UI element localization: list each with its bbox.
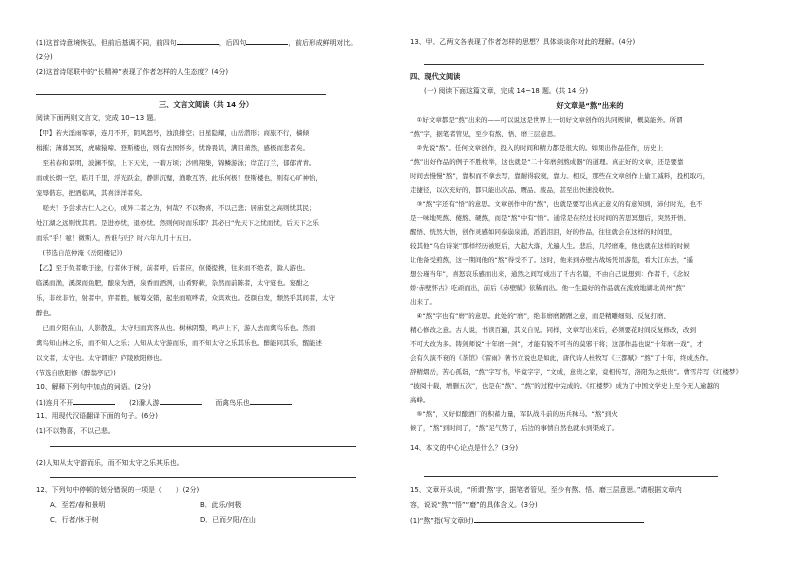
answer-line[interactable] <box>424 64 704 65</box>
article-line: “披阅十载，增删五次”，也是在“熬”、“熬”的过程中完成的。《红楼梦》成为了中国文学史上至今无人逾越的 <box>410 382 720 390</box>
article-line: 让他备受煎熬，这一期间他的“熬”得受不了。这时，他来到赤壁古战场凭吊游览，看大江东去，“遥 <box>410 256 694 264</box>
answer-line[interactable] <box>424 476 718 477</box>
article-line: ④“熬”字也有“磨”的意思。此处的“磨”，绝非磨磨蹭蹭之意，而是精雕细刻、反复打磨、 <box>410 312 671 320</box>
question-11-2: (2)人知从太守游而乐，而不知太守之乐其乐也。 <box>36 459 184 467</box>
option-c[interactable]: C．行者/休于树 <box>50 516 99 524</box>
passage-b-source: (节选自欧阳修《醉翁亭记》) <box>36 369 116 377</box>
section-3-title: 三、文言文阅读（共 14 分） <box>158 100 254 109</box>
answer-blank[interactable] <box>160 398 202 405</box>
article-line: 高峰。 <box>410 396 430 404</box>
passage-b-line: 禽鸟知山林之乐，而不知人之乐；人知从太守游而乐，而不知太守之乐其乐也。醉能同其乐，醒能述 <box>36 339 322 347</box>
answer-blank[interactable] <box>177 38 219 45</box>
question-11: 11、用现代汉语翻译下面的句子。(6分) <box>36 412 158 420</box>
question-11-1: (1)不以物喜，不以己悲。 <box>36 427 115 435</box>
article-line: 时间去慢慢“熬”，靠积而不拿去写，靠耐得寂寞，靠力。相反，那些在文章创作上偷工减料，投机取巧， <box>410 172 710 180</box>
answer-line[interactable] <box>50 477 356 478</box>
section-3-intro: 阅读下面两则文言文，完成 10~13 题。 <box>36 114 161 122</box>
passage-a-line: 而或长烟一空，皓月千里，浮光跃金，静影沉璧，渔歌互答，此乐何极！登斯楼也，则有心旷神怡， <box>36 174 322 182</box>
passage-b-line: 【乙】至于负者歌于途，行者休于树，前者呼，后者应，伛偻提携，往来而不绝者，滁人游也。 <box>36 264 309 272</box>
article-line: “熬”字，据笔者管见，至少有熬、悟、磨三层意思。 <box>410 130 560 138</box>
passage-a-line: 嗟夫！予尝求古仁人之心，或异二者之为，何哉？不以物喜，不以己悲；居庙堂之高则忧其民； <box>36 204 316 212</box>
answer-line[interactable] <box>36 94 326 95</box>
article-line: ②先说“熬”。任何文章创作，投入的时间和精力都是很大的。如果出作品佳作，历史上 <box>410 144 664 152</box>
section-4-title: 四、现代文阅读 <box>410 72 461 81</box>
passage-b-line: 临溪而渔，溪深而鱼肥，酿泉为酒，泉香而酒洌，山肴野蔌，杂然而前陈者，太守宴也。宴酣之 <box>36 279 309 287</box>
passage-a-line: 宠辱偕忘，把酒临风，其喜洋洋者矣。 <box>36 189 147 197</box>
answer-blank[interactable] <box>246 38 288 45</box>
question-9-2: (2)这首诗尾联中的“长精神”表现了作者怎样的人生态度？(4分) <box>36 68 229 76</box>
passage-a-line: 而乐”乎！噫！微斯人，吾谁与归？时六年九月十五日。 <box>36 234 196 242</box>
passage-b-line: 已而夕阳在山，人影散乱，太守归而宾客从也。树林阴翳，鸣声上下，游人去而禽鸟乐也。然而 <box>36 324 316 332</box>
question-15-line2: 容，说说“熬”“悟”“磨”的具体含义。(3分) <box>410 501 538 509</box>
question-14: 14、本文的中心论点是什么？(3分) <box>410 444 519 452</box>
option-b[interactable]: B．此乐/何极 <box>200 501 242 509</box>
question-15-1: (1)“熬”指(写文章时) <box>410 516 644 526</box>
article-line: ⑤“熬”，又好似酿酒厂的积蓄力量，军队战斗前的历兵秣马。“熬”到火 <box>410 410 618 418</box>
article-line: “熬”出好作品的例子不胜枚举，这也就是“二十年磨剑熬成器”的道理。真正好的文章，还是要靠 <box>410 158 684 166</box>
answer-blank[interactable] <box>250 398 292 405</box>
passage-a-line: 【甲】若夫淫雨霏霏，连月不开，阴风怒号，浊浪排空；日星隐耀，山岳潜形；商旅不行，樯倾 <box>36 129 309 137</box>
option-a[interactable]: A．至若/春和景明 <box>50 501 106 509</box>
article-line: 娇·赤壁怀古》吃顽而出，前后《赤壁赋》依稀而出。他一生最好的作品就在流放地湖北黄州“熬” <box>410 284 686 292</box>
section-4-subtitle: (一) 阅读下面这篇文章，完成 14~18 题。(共 14 分) <box>424 87 589 95</box>
question-12: 12、下列句中停顿的划分错误的一项是（ ）(2分) <box>36 486 200 494</box>
passage-a-line: 处江湖之远则忧其君。是进亦忧，退亦忧。然则何时而乐耶？其必曰“先天下之忧而忧，后天下之乐 <box>36 219 319 227</box>
article-title: 好文章是“熬”出来的 <box>556 101 624 110</box>
answer-line[interactable] <box>50 446 356 447</box>
article-line: 出来了。 <box>410 298 436 306</box>
article-line: 是一味地死熬、傻熬、硬熬，而是“熬”中有“悟”。通常是在经过长时间的苦思冥想后，突然开悟、 <box>410 214 690 222</box>
passage-b-line: 以文者，太守也。太守谓谁？庐陵欧阳修也。 <box>36 354 166 362</box>
passage-a-line: 至若春和景明，波澜不惊，上下天光，一碧万顷；沙鸥翔集，锦鳞游泳；岸芷汀兰，郁郁青青。 <box>36 159 316 167</box>
article-line: ③“熬”字还有“悟”的意思。文章创作中的“熬”，也就是要写出真正意义的有意知到，沛付时光，也不 <box>410 200 703 208</box>
answer-blank[interactable] <box>73 398 115 405</box>
question-12-options-row1 <box>50 501 350 510</box>
question-9-1-score: (2分) <box>36 53 53 61</box>
passage-b-line: 醉也。 <box>36 309 56 317</box>
passage-a-source: (节选自范仲淹《岳阳楼记》) <box>36 249 123 257</box>
article-line: 想公瑾当年”，喜怒哀乐感而出来，通然之间写成出了千古名篇，不由自己说想到：作者千，《念奴 <box>410 270 690 278</box>
passage-a-line: 楫摧；薄暮冥冥，虎啸猿啼。登斯楼也，则有去国怀乡，忧谗畏讥，满目萧然，感极而悲者矣。 <box>36 144 309 152</box>
article-line: 不可大改为多。铸剑师说“十年磨一剑”，才能有锐不可当的莫邪干将；这部作品也说“十年磨一戏”，才 <box>410 340 703 348</box>
article-line: 会有久演不衰的《茶馆》《雷雨》著书立说也是如此，唐代诗人杜牧写《三都赋》“熬”了十年，终成杰作。 <box>410 354 713 362</box>
article-line: 较其他“乌台诗案”那样经历被贬后，大起大落，尤遍人生。悲后，几经磨难，他也就在这样的时候 <box>410 242 690 250</box>
question-13: 13、甲、乙两文各表现了作者怎样的思想？具体谈谈你对此的理解。(4分) <box>410 38 636 46</box>
article-line: ①好文章都是“熬”出来的——可以说这是世界上一切好文章创作的共同规律，概莫能外。所谓 <box>410 116 683 124</box>
question-10-items: (1)连月不开 (2)滁人游 而禽鸟乐也 <box>36 398 292 408</box>
question-15-line1: 15、文章开头说，“所谓‘熬’字，据笔者管见，至少有熬、悟、磨三层意思。”请根据文章内 <box>410 486 682 494</box>
article-line: 醒悟、恍然大悟，创作灵感如同泰崩泉涌，滔滔泪泪，好的作品，往往就会在这样的时间里， <box>410 228 677 236</box>
answer-blank[interactable] <box>474 516 644 523</box>
article-line: 精心修改之意。古人说，书读百遍，其义自见。同样，文章写出来后，必须要花时间反复修改，改到 <box>410 326 696 334</box>
article-line: 走捷径，以次充好的，都只能出次品、赝品、废品，甚至出快速没收快。 <box>410 186 618 194</box>
question-12-options-row2 <box>50 516 350 525</box>
article-line: 辞精熠岳，苦心孤诣，“熬”字写书，毕竟字宇，“文成，意贵之家，竟相传写，洛阳为之纸贵”。曹雪芹写《红楼梦》 <box>410 368 742 376</box>
article-line: 候了，“熬”到时间了，“熬”足气势了，后边的事情自然也就水到渠成了。 <box>410 424 619 432</box>
question-9-1: (1)这首诗意境恢弘，但前后基调不同，前四句 ，后四句 ，前后形成鲜明对比。 <box>36 39 358 47</box>
question-10: 10、解释下列句中加点的词语。(2分) <box>36 383 151 391</box>
option-d[interactable]: D．已而夕阳/在山 <box>200 516 256 524</box>
passage-b-line: 乐，非丝非竹，射者中，弈者胜，觥筹交错，起坐而喧哗者，众宾欢也。苍颜白发，颓然乎其间者，太守 <box>36 294 335 302</box>
